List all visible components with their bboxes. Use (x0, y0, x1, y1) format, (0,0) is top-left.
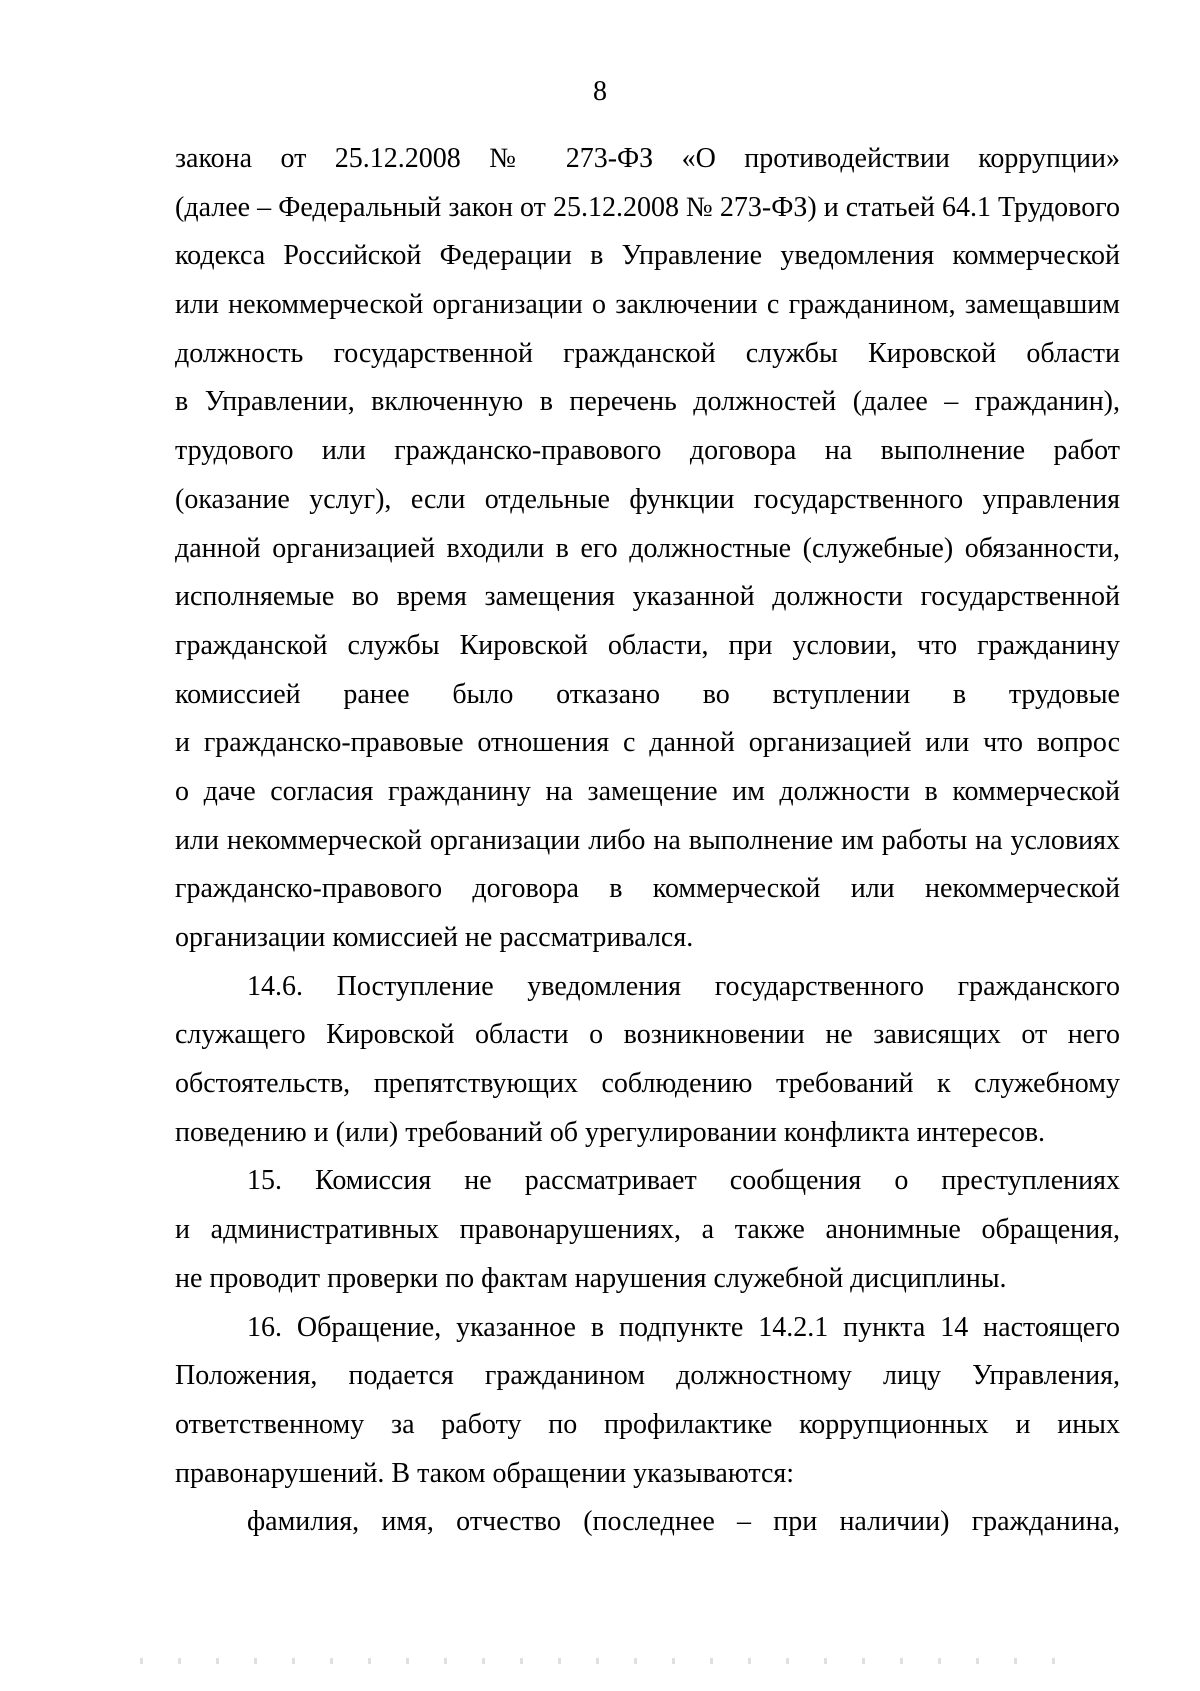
page-number: 8 (593, 76, 607, 107)
text-line: или некоммерческой организации о заключении с гражданином, замещавшим (175, 289, 1120, 321)
text-line: трудового или гражданско-правового договора на выполнение работ (175, 435, 1120, 467)
scan-artifact-strip (140, 1658, 1080, 1664)
text-line: и гражданско-правовые отношения с данной организацией или что вопрос (175, 727, 1120, 759)
text-line: гражданской службы Кировской области, при условии, что гражданину (175, 629, 1120, 661)
text-line: поведению и (или) требований об урегулировании конфликта интересов. (175, 1116, 1046, 1148)
text-line: о даче согласия гражданину на замещение им должности в коммерческой (175, 775, 1120, 807)
text-line: исполняемые во время замещения указанной должности государственной (175, 581, 1120, 613)
document-body (175, 135, 1120, 1547)
text-line: закона от 25.12.2008 № 273-ФЗ «О противодействии коррупции» (175, 143, 1120, 174)
text-line: организации комиссией не рассматривался. (175, 922, 694, 953)
text-line: или некоммерческой организации либо на выполнение им работы на условиях (175, 824, 1120, 856)
text-line: ответственному за работу по профилактике коррупционных и иных (175, 1408, 1120, 1440)
text-line: Положения, подается гражданином должностному лицу Управления, (175, 1360, 1120, 1392)
text-line: должность государственной гражданской службы Кировской области (175, 337, 1120, 369)
text-line: 15. Комиссия не рассматривает сообщения о преступлениях (247, 1165, 1120, 1197)
text-line: гражданско-правового договора в коммерческой или некоммерческой (175, 873, 1120, 905)
text-line: кодекса Российской Федерации в Управление уведомления коммерческой (175, 240, 1120, 272)
text-line: и административных правонарушениях, а также анонимные обращения, (175, 1214, 1120, 1246)
text-line: правонарушений. В таком обращении указываются: (175, 1457, 795, 1489)
text-line: служащего Кировской области о возникновении не зависящих от него (175, 1019, 1120, 1051)
text-line: фамилия, имя, отчество (последнее – при наличии) гражданина, (247, 1506, 1120, 1538)
text-line: (далее – Федеральный закон от 25.12.2008 № 273-ФЗ) и статьей 64.1 Трудового (175, 191, 1120, 223)
text-line: в Управлении, включенную в перечень должностей (далее – гражданин), (175, 386, 1120, 418)
text-line: 16. Обращение, указанное в подпункте 14.2.1 пункта 14 настоящего (247, 1311, 1120, 1343)
text-line: 14.6. Поступление уведомления государственного гражданского (247, 970, 1120, 1002)
text-line: (оказание услуг), если отдельные функции государственного управления (175, 483, 1120, 515)
text-line: не проводит проверки по фактам нарушения служебной дисциплины. (175, 1262, 1007, 1294)
text-line: данной организацией входили в его должностные (служебные) обязанности, (175, 532, 1120, 564)
text-line: комиссией ранее было отказано во вступлении в трудовые (175, 678, 1120, 710)
text-line: обстоятельств, препятствующих соблюдению требований к служебному (175, 1068, 1120, 1100)
